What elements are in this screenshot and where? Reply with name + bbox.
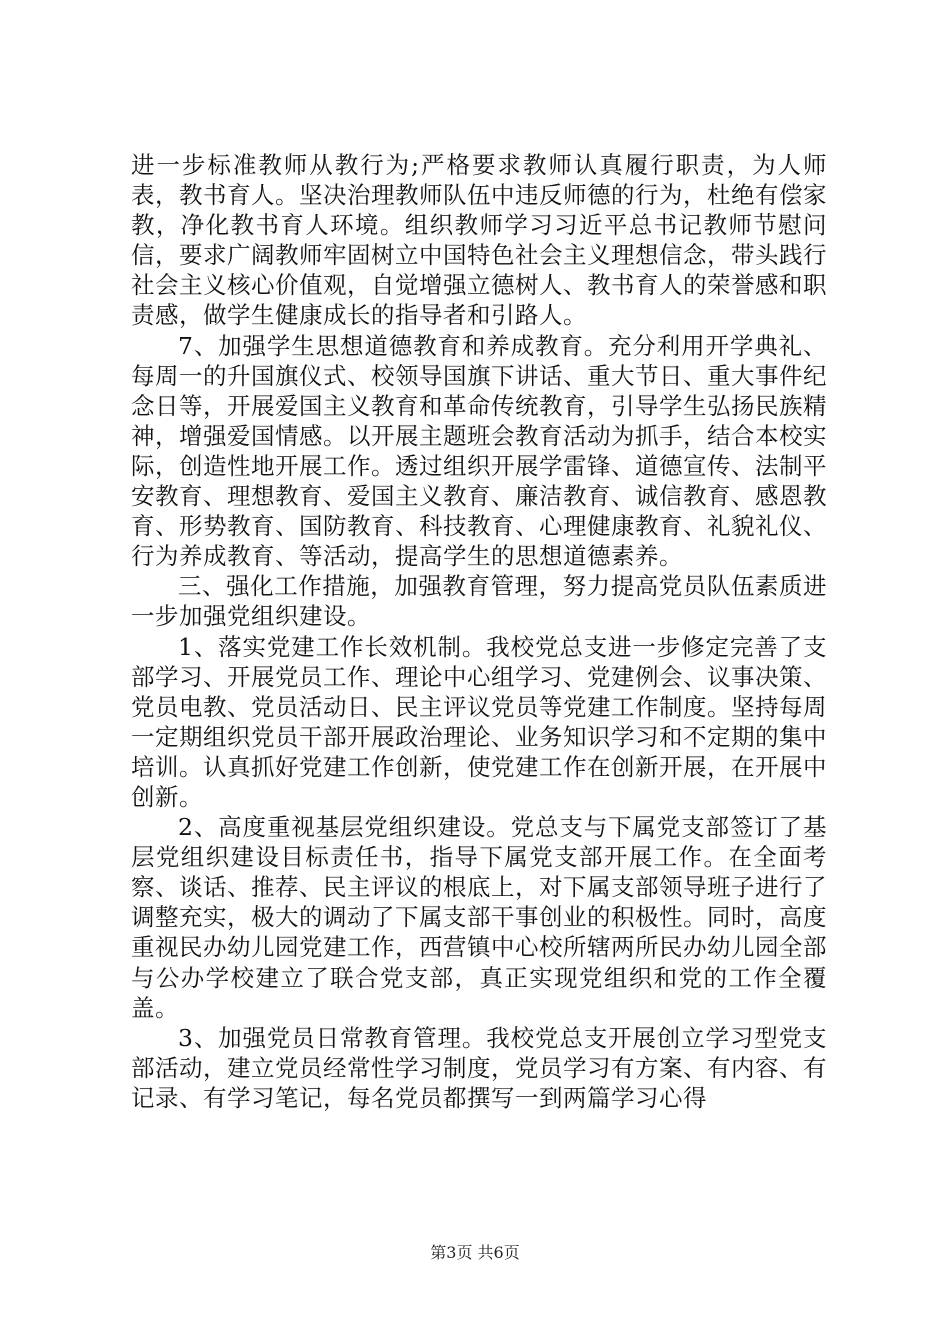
- paragraph-teacher-conduct: 进一步标准教师从教行为;严格要求教师认真履行职责，为人师表，教书育人。坚决治理教师队伍中违反师德的行为，杜绝有偿家教，净化教书育人环境。组织教师学习习近平总书记教师节慰问信，要求广阔教师牢固树立中国特色社会主义理想信念，带头践行社会主义核心价值观，自觉增强立德树人、教书育人的荣誉感和职责感，做学生健康成长的指导者和引路人。: [131, 151, 827, 330]
- paragraph-member-management: 3、加强党员日常教育管理。我校党总支开展创立学习型党支部活动，建立党员经常性学习制度，党员学习有方案、有内容、有记录、有学习笔记，每名党员都撰写一到两篇学习心得: [131, 1023, 827, 1112]
- paragraph-grassroots-organization: 2、高度重视基层党组织建设。党总支与下属党支部签订了基层党组织建设目标责任书，指导下属党支部开展工作。在全面考察、谈话、推荐、民主评议的根底上，对下属支部领导班子进行了调整充实，极大的调动了下属支部干事创业的积极性。同时，高度重视民办幼儿园党建工作，西营镇中心校所辖两所民办幼儿园全部与公办学校建立了联合党支部，真正实现党组织和党的工作全覆盖。: [131, 813, 827, 1022]
- document-body: [131, 150, 827, 1113]
- section-heading-party-building: 三、强化工作措施，加强教育管理，努力提高党员队伍素质进一步加强党组织建设。: [131, 572, 827, 631]
- paragraph-moral-education: 7、加强学生思想道德教育和养成教育。充分利用开学典礼、每周一的升国旗仪式、校领导国旗下讲话、重大节日、重大事件纪念日等，开展爱国主义教育和革命传统教育，引导学生弘扬民族精神，增强爱国情感。以开展主题班会教育活动为抓手，结合本校实际，创造性地开展工作。透过组织开展学雷锋、道德宣传、法制平安教育、理想教育、爱国主义教育、廉洁教育、诚信教育、感恩教育、形势教育、国防教育、科技教育、心理健康教育、礼貌礼仪、行为养成教育、等活动，提高学生的思想道德素养。: [131, 331, 827, 571]
- page-number-footer: 第3页 共6页: [430, 1243, 520, 1262]
- paragraph-long-term-mechanism: 1、落实党建工作长效机制。我校党总支进一步修定完善了支部学习、开展党员工作、理论中心组学习、党建例会、议事决策、党员电教、党员活动日、民主评议党员等党建工作制度。坚持每周一定期组织党员干部开展政治理论、业务知识学习和不定期的集中培训。认真抓好党建工作创新，使党建工作在创新开展，在开展中创新。: [131, 632, 827, 811]
